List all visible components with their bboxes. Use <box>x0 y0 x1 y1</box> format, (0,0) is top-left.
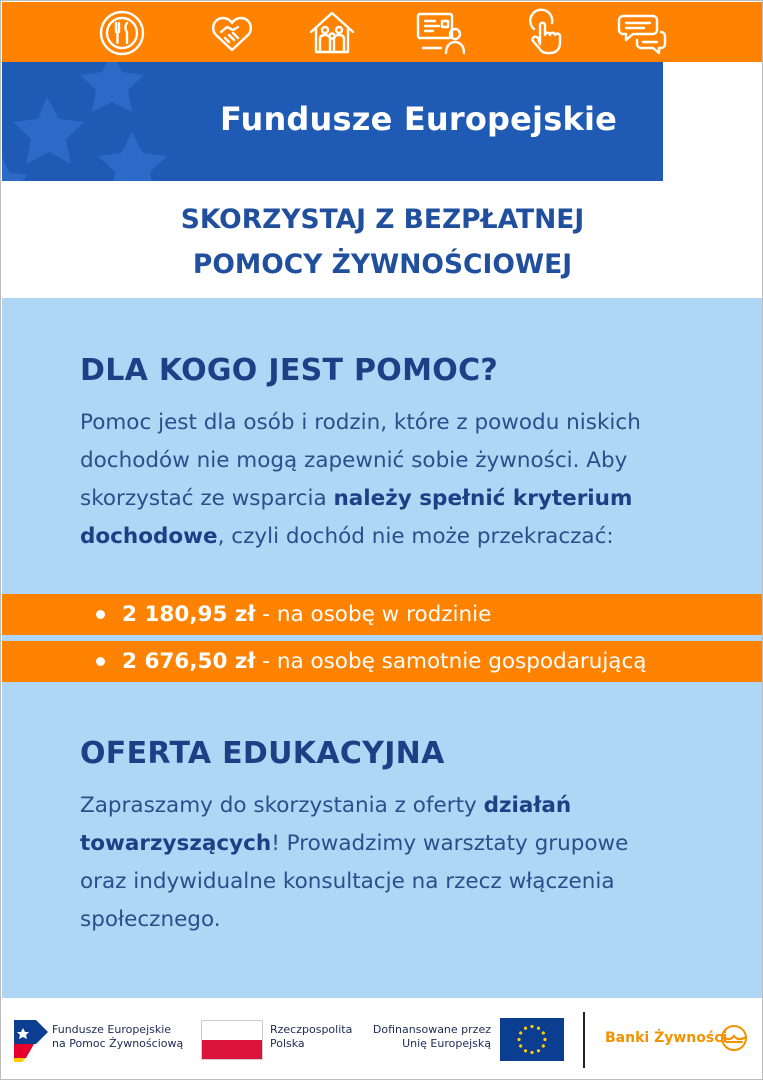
eu-logo-text <box>371 1023 491 1051</box>
headline-line-2: POMOCY ŻYWNOŚCIOWEJ <box>192 249 573 280</box>
eu-flag-icon <box>500 1018 564 1061</box>
section-text-education-bold: działań towarzyszących <box>80 793 572 856</box>
section-text-education-part-1: Zapraszamy do skorzystania z oferty <box>80 793 484 818</box>
fe-logo-text <box>52 1023 183 1051</box>
section-heading-who: DLA KOGO JEST POMOC? <box>80 353 499 388</box>
section-text-who-part-1: Pomoc jest dla osób i rodzin, które z powodu niskich dochodów nie mogą zapewnić sobie żywności. Aby skorzystać ze wsparcia <box>80 410 641 511</box>
section-text-education-part-2: ! Prowadzimy warsztaty grupowe oraz indywidualne konsultacje na rzecz włączenia społecznego. <box>80 831 629 932</box>
income-criterion-bullet <box>2 594 762 635</box>
fe-text-line-1: Fundusze Europejskie <box>52 1023 172 1036</box>
income-amount: 2 180,95 zł <box>122 602 256 627</box>
pl-text-line-1: Rzeczpospolita <box>270 1023 353 1036</box>
eu-text-line-2: Unię Europejską <box>402 1037 491 1050</box>
poland-flag-icon <box>201 1020 263 1060</box>
banki-zywnosci-logo-icon <box>718 1025 750 1051</box>
bullet-dot-icon <box>96 610 105 619</box>
income-amount: 2 676,50 zł <box>122 649 256 674</box>
click-hand-icon <box>520 8 570 58</box>
headline <box>1 197 763 287</box>
house-family-icon <box>307 8 357 58</box>
footer-logos <box>2 998 762 1080</box>
headline-line-1: SKORZYSTAJ Z BEZPŁATNEJ <box>180 204 585 235</box>
pl-text-line-2: Polska <box>270 1037 305 1050</box>
bullet-dot-icon <box>96 657 105 666</box>
banner-title: Fundusze Europejskie <box>220 100 618 138</box>
section-heading-education: OFERTA EDUKACYJNA <box>80 736 445 771</box>
fe-logo-icon <box>14 1014 48 1062</box>
section-text-who-bold: należy spełnić kryterium dochodowe <box>80 486 633 549</box>
online-workshop-icon <box>415 8 465 58</box>
income-description: - na osobę w rodzinie <box>255 602 492 627</box>
poland-logo-text <box>270 1023 352 1051</box>
handshake-heart-icon <box>207 8 257 58</box>
section-text-who-part-2: , czyli dochód nie może przekraczać: <box>217 524 614 549</box>
income-description: - na osobę samotnie gospodarującą <box>255 649 647 674</box>
banki-zywnosci-label: Banki Żywności <box>605 1030 728 1046</box>
stars-graphic-icon <box>2 62 202 181</box>
footer-separator <box>583 1012 585 1068</box>
chat-bubbles-icon <box>617 8 667 58</box>
income-criterion-bullet <box>2 641 762 682</box>
section-text-education <box>80 787 680 939</box>
icon-bar <box>2 2 762 62</box>
fe-text-line-2: na Pomoc Żywnościową <box>52 1037 184 1050</box>
fe-banner <box>2 62 663 181</box>
eu-text-line-1: Dofinansowane przez <box>372 1023 491 1036</box>
section-text-who <box>80 404 700 556</box>
plate-cutlery-icon <box>97 8 147 58</box>
